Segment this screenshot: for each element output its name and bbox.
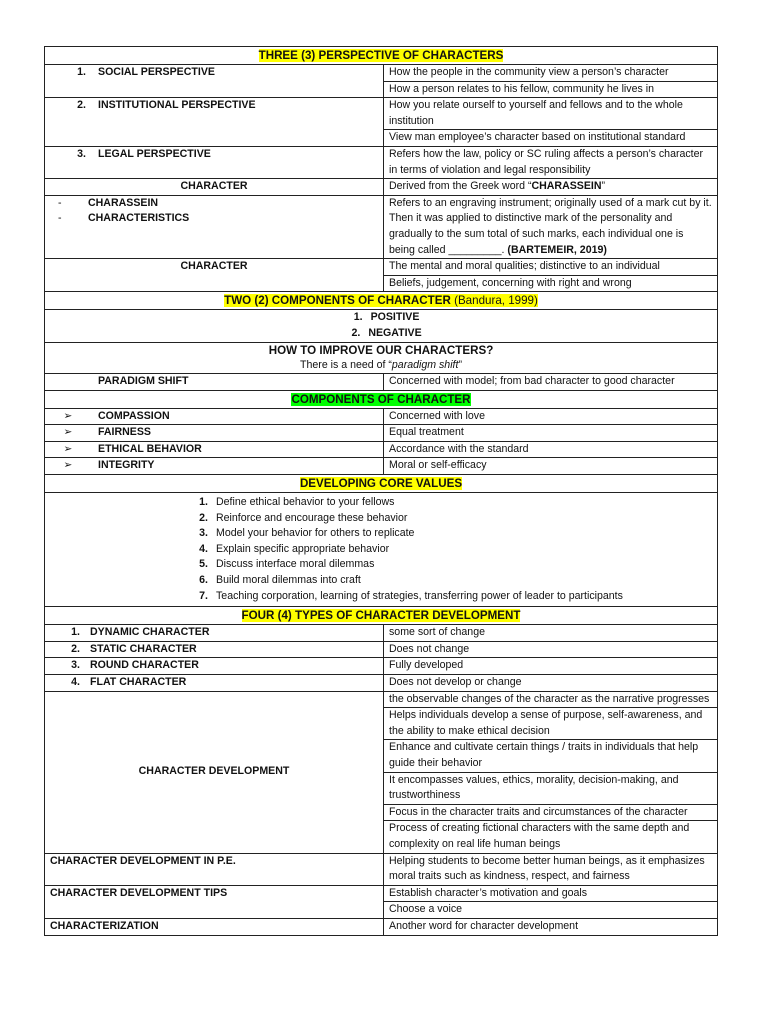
- table-row: [45, 408, 718, 425]
- arrow-bullet-icon: ➢: [63, 426, 73, 439]
- row-desc: Enhance and cultivate certain things / traits in individuals that help guide their behavior: [384, 740, 718, 772]
- row-desc: Helps individuals develop a sense of purpose, self-awareness, and the ability to make ethical decision: [384, 708, 718, 740]
- row-desc: Refers to an engraving instrument; originally used of a mark cut by it. Then it was applied to distinctive mark of the personality and gradually to the sum total of such marks, each individual one is being called _________. (BARTEMEIR, 2019): [384, 195, 718, 258]
- section-title: TWO (2) COMPONENTS OF CHARACTER: [224, 294, 451, 308]
- list-item: 1. Define ethical behavior to your fellows: [199, 496, 395, 509]
- table-row: [45, 441, 718, 458]
- row-label: CHARACTER: [45, 259, 384, 292]
- list-item: 2. NEGATIVE: [351, 326, 422, 339]
- row-desc: Equal treatment: [384, 425, 718, 442]
- row-desc: Another word for character development: [384, 918, 718, 935]
- row-desc: Fully developed: [384, 658, 718, 675]
- row-desc: some sort of change: [384, 625, 718, 642]
- row-desc: Refers how the law, policy or SC ruling affects a person’s character in terms of violation and legal responsibility: [384, 146, 718, 178]
- list-item: 1. POSITIVE: [353, 311, 420, 324]
- table-row: [45, 65, 718, 82]
- component-list: [50, 310, 712, 341]
- row-desc: Concerned with model; from bad character to good character: [384, 374, 718, 391]
- row-number: 3.: [77, 147, 86, 160]
- row-desc: Process of creating fictional characters with the same depth and complexity on real life human beings: [384, 821, 718, 853]
- row-label: PARADIGM SHIFT: [45, 374, 384, 391]
- row-label: FLAT CHARACTER: [90, 676, 187, 688]
- row-desc: Focus in the character traits and circumstances of the character: [384, 804, 718, 821]
- table-row: [45, 179, 718, 196]
- row-desc: the observable changes of the character as the narrative progresses: [384, 691, 718, 708]
- list-item: 5. Discuss interface moral dilemmas: [199, 558, 375, 571]
- row-label: ROUND CHARACTER: [90, 659, 199, 672]
- row-label: INSTITUTIONAL PERSPECTIVE: [98, 99, 256, 112]
- table-row: [45, 458, 718, 475]
- table-row: [45, 98, 718, 130]
- row-label: STATIC CHARACTER: [90, 642, 197, 655]
- row-label: DYNAMIC CHARACTER: [90, 626, 210, 639]
- section-header-improve: [45, 342, 718, 374]
- section-header-components: TWO (2) COMPONENTS OF CHARACTER (Bandura, 1999): [45, 292, 718, 310]
- table-row: [45, 853, 718, 885]
- row-label: COMPASSION: [98, 409, 170, 422]
- table-row: [45, 146, 718, 178]
- section-header-components-of-character: [45, 390, 718, 408]
- table-row: [45, 918, 718, 935]
- arrow-bullet-icon: ➢: [63, 409, 73, 422]
- row-number: 2.: [77, 99, 86, 112]
- list-item: 6. Build moral dilemmas into craft: [199, 574, 361, 587]
- row-number: 2.: [71, 642, 80, 655]
- row-desc: Beliefs, judgement, concerning with right and wrong: [384, 275, 718, 292]
- row-desc: Does not change: [384, 641, 718, 658]
- list-item: 3. Model your behavior for others to replicate: [199, 527, 415, 540]
- row-desc: Helping students to become better human beings, as it emphasizes moral traits such as kindness, respect, and fairness: [384, 853, 718, 885]
- row-number: 1.: [71, 626, 80, 639]
- table-row: [45, 493, 718, 607]
- row-number: 3.: [71, 659, 80, 672]
- row-label: SOCIAL PERSPECTIVE: [98, 66, 215, 78]
- row-desc: How a person relates to his fellow, community he lives in: [384, 81, 718, 98]
- section-title: FOUR (4) TYPES OF CHARACTER DEVELOPMENT: [241, 609, 521, 623]
- row-desc: Concerned with love: [384, 408, 718, 425]
- section-header-perspectives: [45, 47, 718, 65]
- row-desc: Does not develop or change: [384, 675, 718, 692]
- table-row: [45, 885, 718, 902]
- row-desc: Establish character’s motivation and goals: [384, 885, 718, 902]
- row-label: INTEGRITY: [98, 459, 155, 472]
- section-title: DEVELOPING CORE VALUES: [299, 477, 463, 491]
- row-desc: How you relate ourself to yourself and fellows and to the whole institution: [384, 98, 718, 130]
- row-desc: Derived from the Greek word “CHARASSEIN”: [384, 179, 718, 196]
- table-row: [45, 675, 718, 692]
- core-values-list: [50, 495, 712, 604]
- arrow-bullet-icon: ➢: [63, 459, 73, 472]
- row-desc: It encompasses values, ethics, morality, decision-making, and trustworthiness: [384, 772, 718, 804]
- table-row: [45, 425, 718, 442]
- row-label: CHARACTER: [45, 179, 384, 196]
- list-item: 2. Reinforce and encourage these behavior: [199, 511, 408, 524]
- document: [44, 46, 717, 936]
- row-desc: Choose a voice: [384, 902, 718, 919]
- list-item: 4. Explain specific appropriate behavior: [199, 542, 390, 555]
- section-header-types-development: [45, 607, 718, 625]
- row-label: CHARACTER DEVELOPMENT TIPS: [45, 885, 384, 918]
- row-number: 1.: [77, 66, 86, 78]
- table-row: - CHARASSEIN - CHARACTERISTICS Refers to an engraving instrument; originally used of a mark cut by it. Then it was applied to distinctive mark of the personality and gradually to the sum total of such marks, each individual one is being called _________. (BARTEMEIR, 2019): [45, 195, 718, 258]
- section-title: HOW TO IMPROVE OUR CHARACTERS?: [268, 343, 494, 357]
- row-label: FAIRNESS: [98, 426, 151, 439]
- table-row: [45, 641, 718, 658]
- row-desc: View man employee’s character based on institutional standard: [384, 130, 718, 147]
- row-desc: How the people in the community view a person’s character: [384, 65, 718, 82]
- character-table: [44, 46, 718, 936]
- row-label: CHARACTER DEVELOPMENT: [45, 691, 384, 853]
- table-row: [45, 310, 718, 342]
- row-desc: The mental and moral qualities; distinctive to an individual: [384, 259, 718, 276]
- row-label: CHARACTER DEVELOPMENT IN P.E.: [45, 853, 384, 885]
- table-row: [45, 259, 718, 276]
- table-row: [45, 691, 718, 708]
- table-row: [45, 658, 718, 675]
- section-title: THREE (3) PERSPECTIVE OF CHARACTERS: [258, 49, 504, 62]
- row-label: CHARACTERIZATION: [45, 918, 384, 935]
- table-row: [45, 374, 718, 391]
- row-label: ETHICAL BEHAVIOR: [98, 442, 202, 455]
- section-subtitle: There is a need of “paradigm shift”: [300, 358, 462, 371]
- row-label: CHARACTERISTICS: [88, 212, 190, 225]
- row-label: CHARASSEIN: [88, 196, 159, 209]
- row-desc: Accordance with the standard: [384, 441, 718, 458]
- arrow-bullet-icon: ➢: [63, 442, 73, 455]
- section-title: COMPONENTS OF CHARACTER: [291, 392, 471, 406]
- row-number: 4.: [71, 676, 80, 688]
- section-header-core-values: [45, 475, 718, 493]
- row-desc: Moral or self-efficacy: [384, 458, 718, 475]
- table-row: [45, 625, 718, 642]
- row-label: LEGAL PERSPECTIVE: [98, 147, 211, 160]
- list-item: 7. Teaching corporation, learning of strategies, transferring power of leader to participants: [199, 589, 623, 602]
